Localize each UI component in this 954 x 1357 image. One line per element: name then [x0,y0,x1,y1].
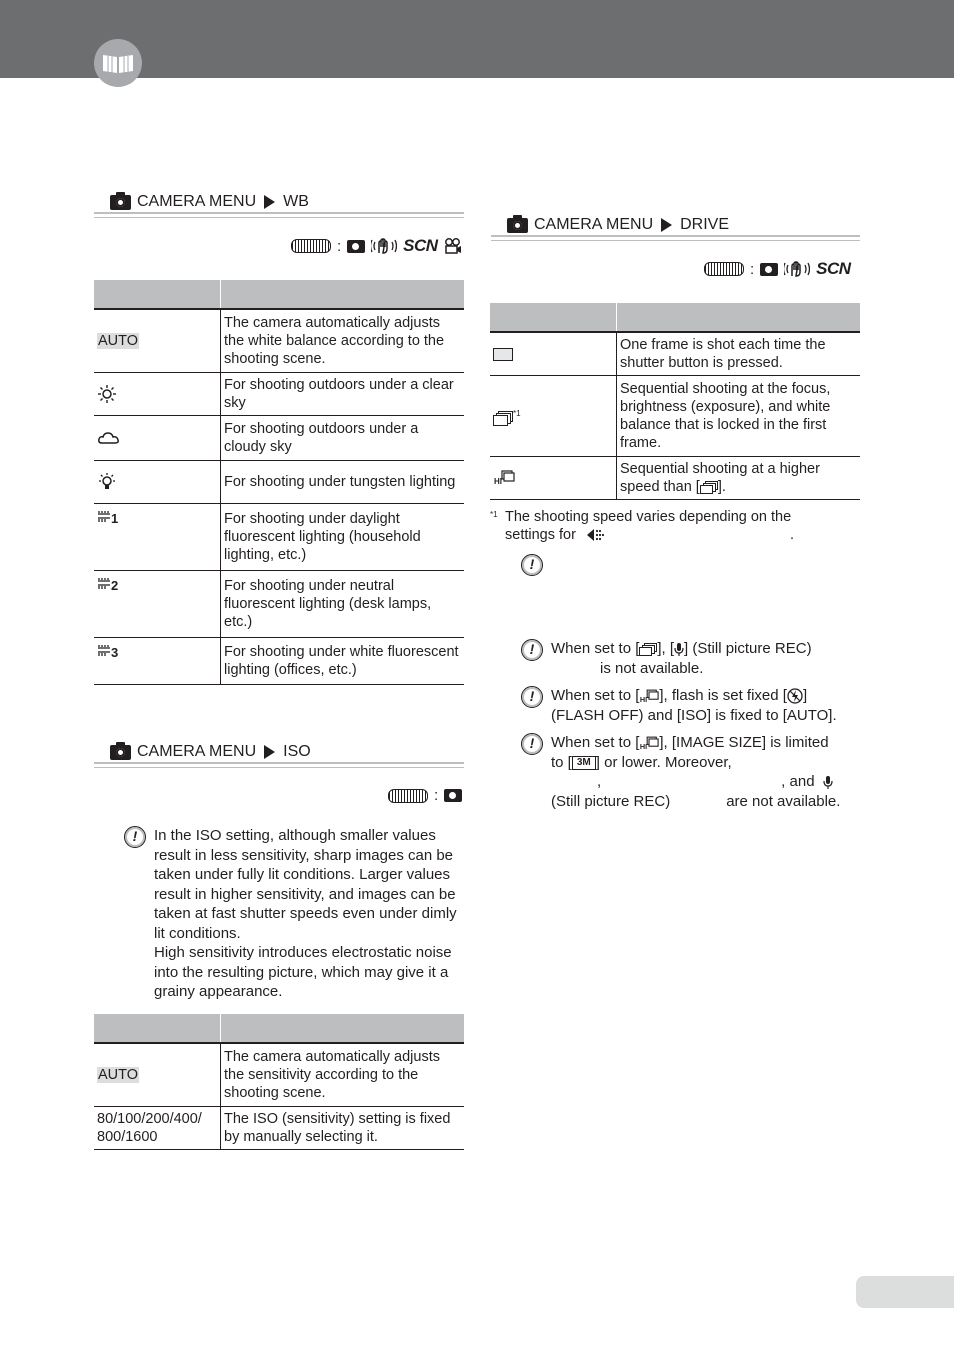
hi-speed-sequential-icon[interactable] [493,470,515,486]
wb-section-heading [110,191,464,213]
iso-available-modes: : [388,787,462,804]
drive-available-modes: : SCN [704,259,851,279]
camera-icon [110,745,131,760]
camera-icon [110,195,131,210]
tungsten-icon[interactable] [97,472,117,492]
table-row: One frame is shot each time the shutter button is pressed. [490,332,860,376]
iso-caution-note: ! In the ISO setting, although smaller values result in less sensitivity, sharp images can be taken under fully lit conditions. Larger values result in higher sensitivity, and images can be taken at fast shutter speeds even under dimly lit conditions. High sensitivity introduces electrostatic noise into the resulting picture, which may give it a grainy appearance. [124,826,464,1002]
table-row: For shooting outdoors under a clear sky [94,373,464,416]
svg-text:HI: HI [640,694,648,704]
auto-option[interactable]: AUTO [98,333,139,349]
table-row: HI Sequential shooting at a higher speed than [ ]. [490,457,860,500]
mode-dial-icon [291,239,331,253]
hi-speed-sequential-icon [639,736,659,751]
sun-icon[interactable] [97,384,117,404]
mode-dial-icon [704,262,744,276]
digital-image-stabilization-icon [371,237,397,255]
caution-icon: ! [124,826,146,848]
focus-mode-icon [586,527,606,543]
drive-caution-note-1: ! When set to [ ], [ ] (Still picture REC) is not available. [521,639,861,678]
single-shot-icon[interactable] [493,348,513,361]
menu-item-label: ISO [283,743,311,760]
drive-caution-note-0 [521,554,861,576]
table-row: 2 For shooting under neutral fluorescent lighting (desk lamps, etc.) [94,571,464,638]
wb-options-table [94,280,464,685]
menu-label: CAMERA MENU [137,743,257,760]
iso-values-option[interactable]: 80/100/200/400/ 800/1600 [94,1107,221,1150]
svg-text:HI: HI [494,477,502,487]
camera-mode-icon [760,263,778,276]
drive-section-heading [507,214,860,236]
table-row: For shooting outdoors under a cloudy sky [94,416,464,461]
drive-footnote: *1 The shooting speed varies depending on the settings for . [490,509,795,543]
scn-mode-icon: SCN [816,259,851,278]
table-row: 80/100/200/400/ 800/1600 The ISO (sensitivity) setting is fixed by manually selecting it. [94,1107,464,1150]
digital-image-stabilization-icon [784,260,810,278]
camera-mode-icon [444,789,462,802]
caution-icon: ! [521,639,543,661]
microphone-icon [674,642,684,657]
table-row: AUTO The camera automatically adjusts the white balance according to the shooting scene. [94,309,464,373]
flash-off-icon [787,688,803,704]
drive-caution-note-2: ! When set to [ HI ], flash is set fixed [ ] (FLASH OFF) and [ISO] is fixed to [AUTO]. [521,686,861,725]
menu-item-label: WB [283,193,309,210]
scn-mode-icon: SCN [403,236,438,255]
menu-label: CAMERA MENU [137,193,257,210]
table-row: 3 For shooting under white fluorescent lighting (offices, etc.) [94,638,464,685]
camera-mode-icon [347,240,365,253]
table-row: 1 For shooting under daylight fluorescent lighting (household lighting, etc.) [94,504,464,571]
arrow-right-icon [264,745,275,759]
movie-mode-icon [444,238,462,255]
book-icon [94,39,142,87]
image-size-3m-icon: 3M [572,756,596,770]
mode-dial-icon [388,789,428,803]
table-row: For shooting under tungsten lighting [94,461,464,504]
arrow-right-icon [661,218,672,232]
table-row: $^{*1}$ Sequential shooting at the focus, brightness (exposure), and white balance that is locked in the first frame. [490,376,860,457]
hi-speed-sequential-icon [639,689,659,704]
sequential-icon [639,643,657,655]
auto-option[interactable]: AUTO [98,1067,139,1083]
iso-section-heading [110,741,464,763]
menu-item-label: DRIVE [680,216,730,233]
fluorescent-2-icon[interactable]: 2 [111,578,118,594]
microphone-icon [823,775,833,790]
sequential-icon[interactable] [493,411,513,425]
drive-caution-note-3: ! When set to [ HI ], [IMAGE SIZE] is limited to [ 3M ] or lower. Moreover, , , and (Still picture REC) are not available. [521,733,861,811]
table-row: AUTO The camera automatically adjusts the sensitivity according to the shooting scene. [94,1043,464,1107]
camera-icon [507,218,528,233]
drive-options-table [490,303,860,500]
wb-available-modes: : SCN [291,236,462,256]
caution-icon: ! [521,554,543,576]
cloud-icon[interactable] [97,430,121,446]
header-band [0,0,954,78]
arrow-right-icon [264,195,275,209]
fluorescent-1-icon[interactable]: 1 [111,511,118,527]
page-number-tab [856,1276,954,1308]
caution-icon: ! [521,733,543,755]
menu-label: CAMERA MENU [534,216,654,233]
svg-text:HI: HI [640,741,648,751]
sequential-icon [700,481,718,493]
fluorescent-3-icon[interactable]: 3 [111,645,118,661]
caution-icon: ! [521,686,543,708]
iso-options-table [94,1014,464,1150]
